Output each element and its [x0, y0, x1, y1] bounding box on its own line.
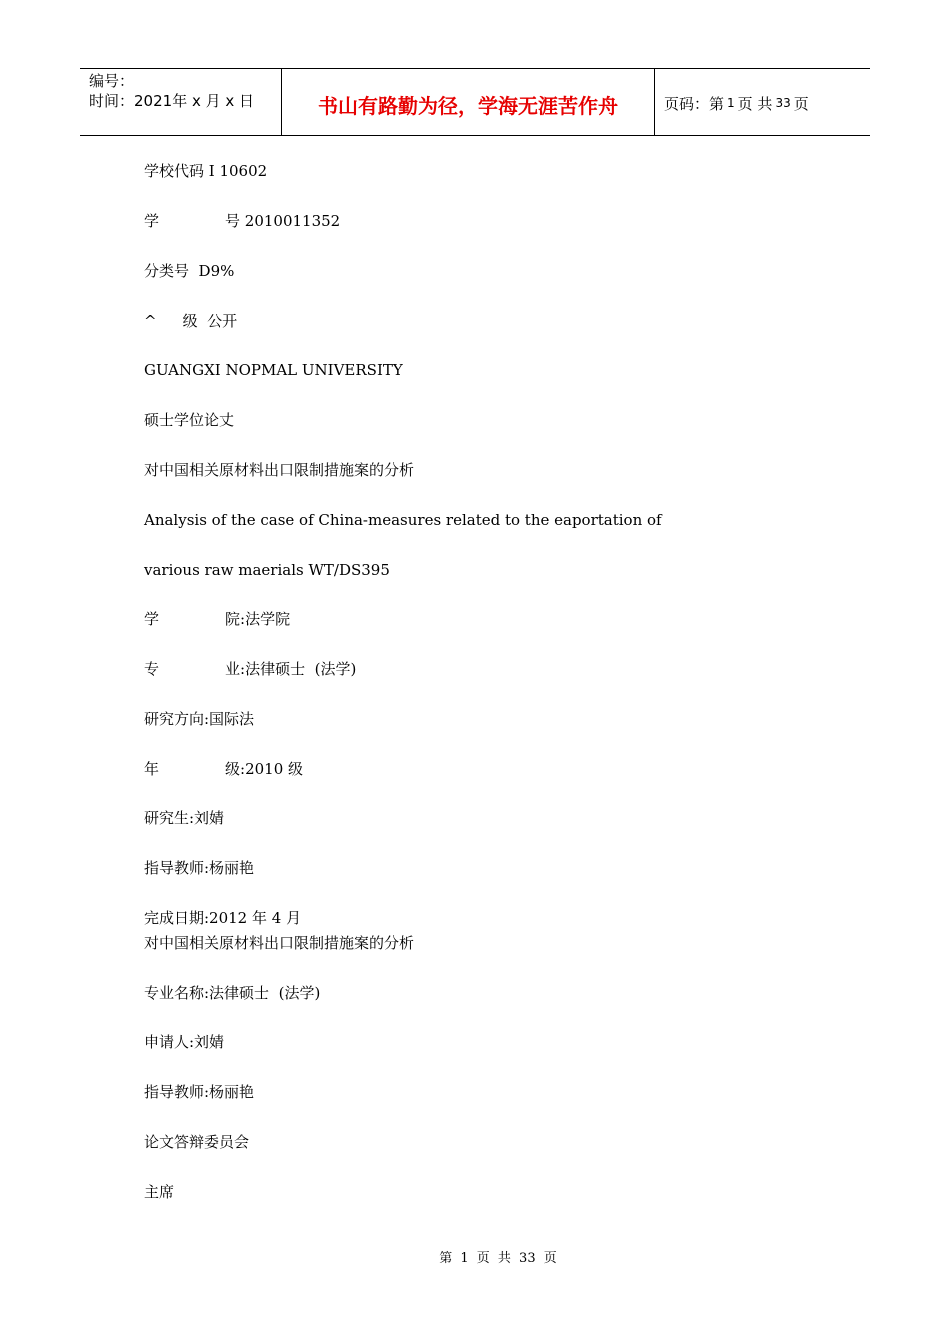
thesis-title-cn-repeat: 对中国相关原材料出口限制措施案的分析 [144, 934, 415, 952]
applicant: 申请人:刘婧 [144, 1033, 225, 1051]
thesis-title-cn: 对中国相关原材料出口限制措施案的分析 [144, 461, 415, 479]
defense-committee: 论文答辩委员会 [144, 1133, 250, 1151]
major-name: 专业名称:法律硕士 (法学) [144, 984, 321, 1002]
university-name-en: GUANGXI NOPMAL UNIVERSITY [144, 361, 403, 379]
graduate-student: 研究生:刘婧 [144, 809, 225, 827]
major: 专 业:法律硕士 (法学) [144, 660, 357, 678]
page-header [80, 68, 870, 136]
completion-date: 完成日期:2012 年 4 月 [144, 909, 302, 927]
date-line: 时间：2021年 x 月 x 日 [89, 92, 255, 110]
header-page-number: 页码：第 1 页 共 33 页 [664, 94, 809, 113]
advisor-repeat: 指导教师:杨丽艳 [144, 1083, 255, 1101]
header-motto: 书山有路勤为径，学海无涯苦作舟 [282, 69, 655, 135]
thesis-title-en-line2: various raw maerials WT/DS395 [144, 561, 390, 579]
grade: 年 级:2010 级 [144, 760, 304, 778]
committee-chair: 主席 [144, 1183, 175, 1201]
serial-label: 编号： [89, 72, 135, 90]
school-code: 学校代码 I 10602 [144, 162, 268, 180]
header-meta [80, 69, 282, 135]
page-footer: 第 1 页 共 33 页 [439, 1251, 557, 1266]
classification-number: 分类号 D9% [144, 262, 235, 280]
thesis-title-en-line1: Analysis of the case of China-measures related to the eaportation of [144, 511, 662, 529]
research-direction: 研究方向:国际法 [144, 710, 255, 728]
student-number: 学 号 2010011352 [144, 212, 341, 230]
college: 学 院:法学院 [144, 610, 291, 628]
secret-level: ^ 级 公开 [144, 312, 238, 330]
advisor: 指导教师:杨丽艳 [144, 859, 255, 877]
thesis-type: 硕士学位论丈 [144, 411, 235, 429]
